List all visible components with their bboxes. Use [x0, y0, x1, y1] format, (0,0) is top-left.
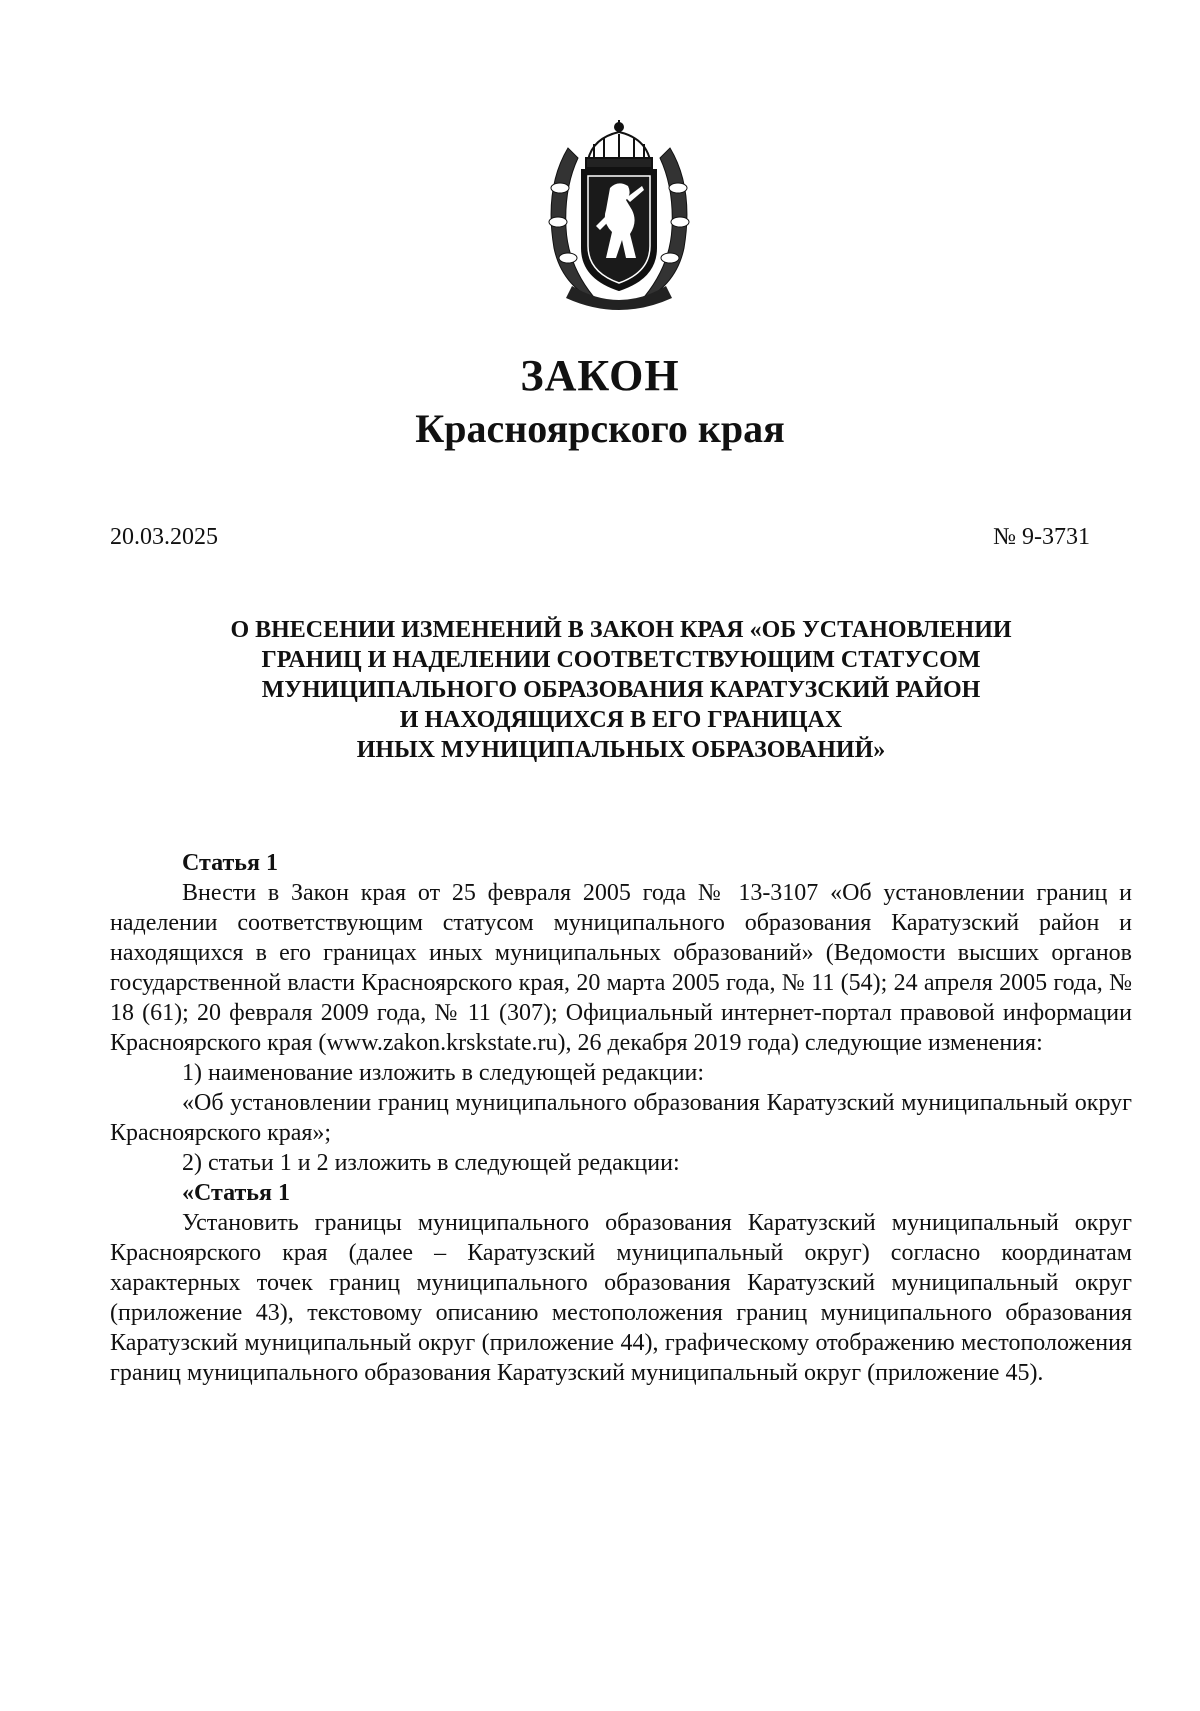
document-number: № 9-3731: [993, 524, 1090, 550]
law-title-line: ИНЫХ МУНИЦИПАЛЬНЫХ ОБРАЗОВАНИЙ»: [356, 737, 886, 763]
coat-of-arms-icon: [538, 118, 700, 314]
list-item-2: 2) статьи 1 и 2 изложить в следующей редакции:: [182, 1150, 680, 1176]
law-title-line: О ВНЕСЕНИИ ИЗМЕНЕНИЙ В ЗАКОН КРАЯ «ОБ УСТАНОВЛЕНИИ: [230, 617, 1012, 643]
law-title-line: И НАХОДЯЩИХСЯ В ЕГО ГРАНИЦАХ: [399, 707, 843, 733]
document-type-title: ЗАКОН: [520, 351, 680, 400]
list-item-1: 1) наименование изложить в следующей редакции:: [182, 1060, 705, 1086]
quoted-article-paragraph: Установить границы муниципального образования Каратузский муниципальный округ Красноярского края (далее – Каратузский муниципальный округ) согласно координатам характерных точек границ муниципального образования Каратузский муниципальный округ (приложение 43), текстовому описанию местоположения границ муниципального образования Каратузский муниципальный округ (приложение 44), графическому отображению местоположения границ муниципального образования Каратузский муниципальный округ (приложение 45).: [110, 1210, 1132, 1386]
quoted-article-heading: «Статья 1: [182, 1180, 290, 1206]
article-intro-paragraph: Внести в Закон края от 25 февраля 2005 года № 13-3107 «Об установлении границ и наделении соответствующим статусом муниципального образования Каратузский район и находящихся в его границах иных муниципальных образований» (Ведомости высших органов государственной власти Красноярского края, 20 марта 2005 года, № 11 (54); 24 апреля 2005 года, № 18 (61); 20 февраля 2009 года, № 11 (307); Официальный интернет-портал правовой информации Красноярского края (www.zakon.krskstate.ru), 26 декабря 2019 года) следующие изменения:: [110, 880, 1132, 1056]
law-title-line: ГРАНИЦ И НАДЕЛЕНИИ СООТВЕТСТВУЮЩИМ СТАТУСОМ: [261, 647, 981, 673]
article-heading: Статья 1: [182, 850, 278, 876]
document-region-title: Красноярского края: [415, 406, 785, 451]
document-body: [110, 848, 1132, 1388]
list-item-1-text: «Об установлении границ муниципального образования Каратузский муниципальный округ Красноярского края»;: [110, 1090, 1132, 1146]
document-date: 20.03.2025: [110, 524, 218, 550]
law-title-line: МУНИЦИПАЛЬНОГО ОБРАЗОВАНИЯ КАРАТУЗСКИЙ РАЙОН: [261, 677, 981, 703]
law-title: [110, 615, 1132, 765]
